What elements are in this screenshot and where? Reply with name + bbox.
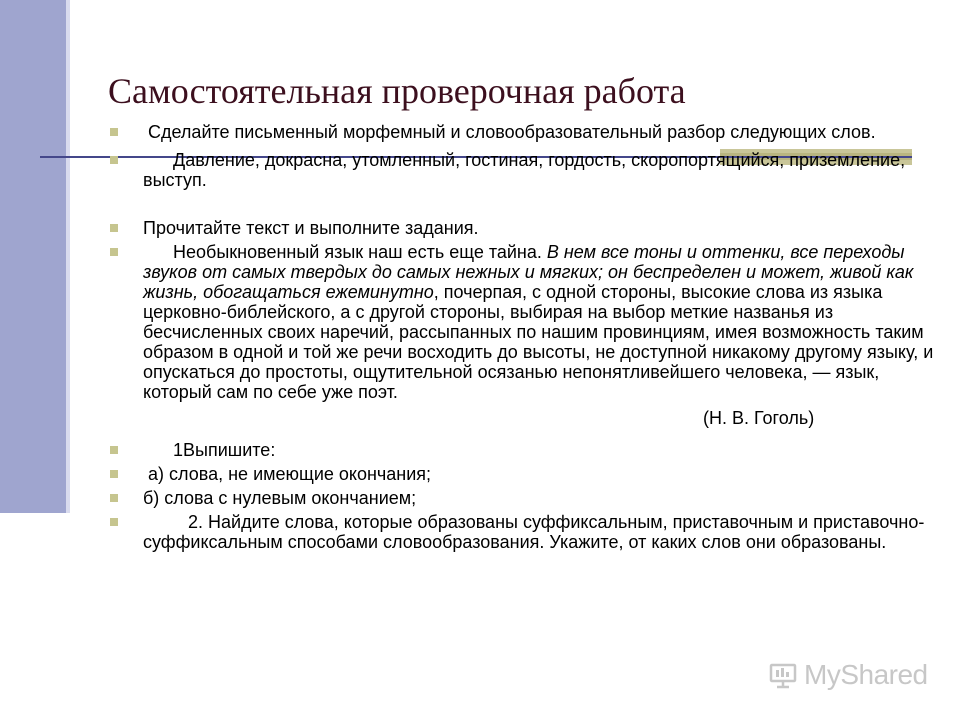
- watermark: [768, 655, 928, 695]
- item-text: б) слова с нулевым окончанием;: [143, 488, 417, 508]
- list-item: [108, 440, 944, 460]
- bullet-square-icon: [110, 446, 118, 454]
- item-text: Давление, докрасна, утомленный, гостиная, гордость, скоропортящийся, приземление, выступ.: [143, 150, 906, 190]
- quote-text-end: , почерпая, с одной стороны, высокие слова из языка церковно-библейского, а с другой стороны, выбирая на выбор меткие названья из бесчисленных своих наречий, рассыпанных по нашим провинциям, имея возможность таким образом в одной и той же речи восходить до высоты, не доступной никакому другому языку, и опускаться до простоты, ощутительной осязанью непонятливейшего человека, — язык, который сам по себе уже поэт.: [143, 282, 934, 402]
- list-item: [108, 488, 944, 508]
- presentation-board-icon: [768, 660, 798, 690]
- list-item: [108, 242, 944, 428]
- list-item: [108, 150, 944, 190]
- item-text: а) слова, не имеющие окончания;: [148, 464, 432, 484]
- bullet-square-icon: [110, 494, 118, 502]
- bullet-square-icon: [110, 156, 118, 164]
- slide-title: Самостоятельная проверочная работа: [108, 71, 686, 111]
- list-item: [108, 122, 944, 142]
- slide-content: [108, 122, 944, 552]
- bullet-square-icon: [110, 518, 118, 526]
- bullet-square-icon: [110, 224, 118, 232]
- left-bar-shadow: [66, 0, 70, 513]
- left-decorative-bar: [0, 0, 66, 513]
- list-item: [108, 218, 944, 238]
- quote-text-start: Необыкновенный язык наш есть еще тайна.: [173, 242, 547, 262]
- bullet-square-icon: [110, 248, 118, 256]
- list-item: [108, 512, 944, 552]
- bullet-square-icon: [110, 128, 118, 136]
- item-text: 1Выпишите:: [173, 440, 276, 460]
- bullet-square-icon: [110, 470, 118, 478]
- quote-text-italic: В нем все тоны и оттенки, все переходы звуков от самых твердых до самых нежных и мягких; он беспределен и может, живой как жизнь, обогащаться ежеминутно: [143, 242, 914, 302]
- quote-author: (Н. В. Гоголь): [703, 408, 815, 428]
- watermark-text: MyShared: [804, 659, 928, 690]
- item-text: 2. Найдите слова, которые образованы суффиксальным, приставочным и приставочно-суффиксальным способами словообразования. Укажите, от каких слов они образованы.: [143, 512, 925, 552]
- list-item: [108, 464, 944, 484]
- item-text: Сделайте письменный морфемный и словообразовательный разбор следующих слов.: [148, 122, 876, 142]
- item-text: Прочитайте текст и выполните задания.: [143, 218, 479, 238]
